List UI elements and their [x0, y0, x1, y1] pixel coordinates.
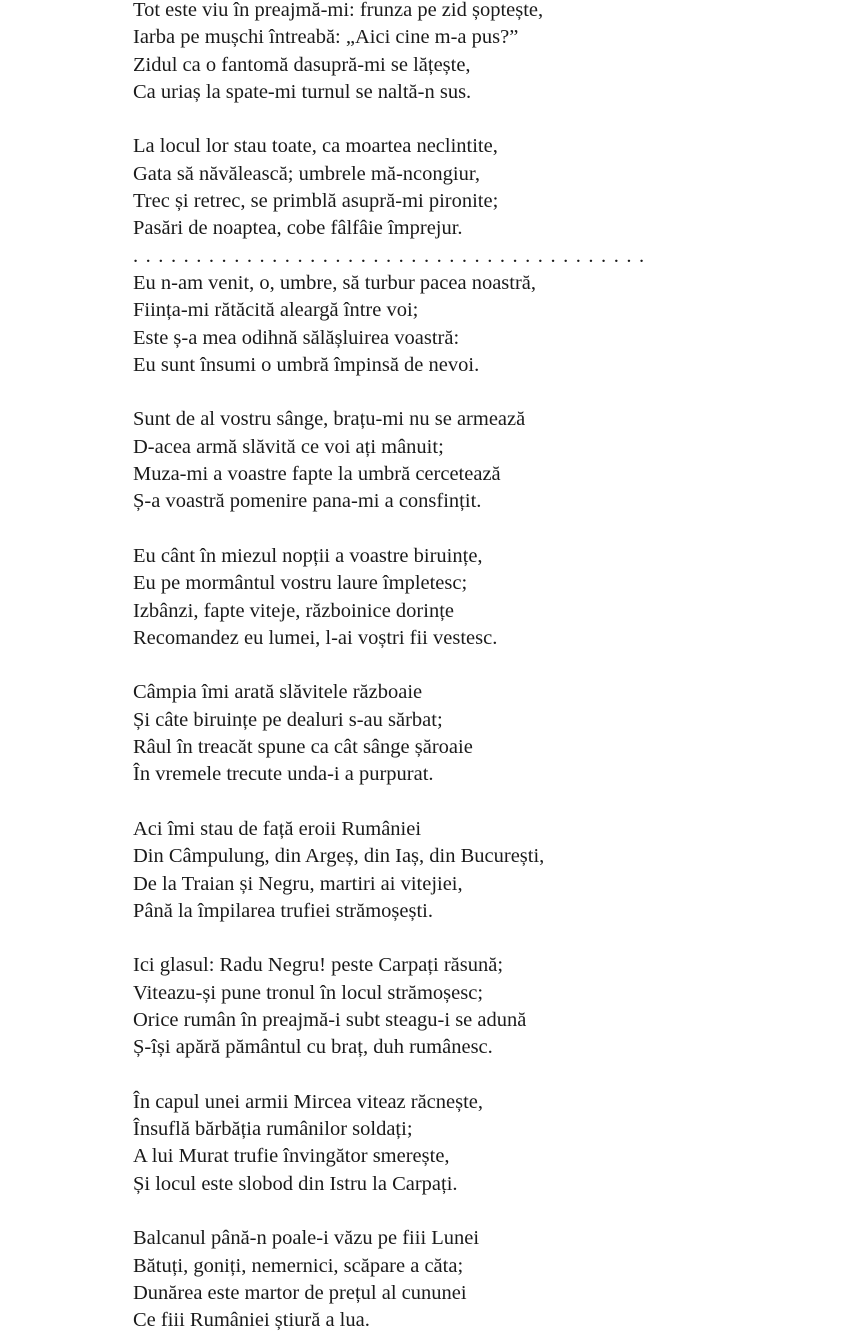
verse-line: Până la împilarea trufiei strămoșești.	[133, 899, 434, 922]
verse-line: Eu n-am venit, o, umbre, să turbur pacea noastră,	[133, 271, 537, 294]
verse-line: Râul în treacăt spune ca cât sânge șăroaie	[133, 736, 473, 759]
verse-line: Dunărea este martor de prețul al cununei	[133, 1281, 467, 1304]
verse-line: Eu cânt în miezul nopții a voastre biruințe,	[133, 544, 483, 567]
verse-line: La locul lor stau toate, ca moartea neclintite,	[133, 135, 498, 158]
verse-line: Și locul este slobod din Istru la Carpați.	[133, 1172, 458, 1195]
verse-line: Zidul ca o fantomă dasupră-mi se lățește,	[133, 53, 471, 76]
verse-line: Izbânzi, fapte viteje, războinice dorințe	[133, 599, 455, 622]
verse-line: Tot este viu în preajmă-mi: frunza pe zid șoptește,	[133, 0, 544, 21]
verse-line: Aci îmi stau de față eroii Rumâniei	[133, 817, 422, 840]
verse-line: Sunt de al vostru sânge, brațu-mi nu se armează	[133, 408, 526, 431]
stanza-5	[133, 543, 833, 652]
verse-line: Viteazu-și pune tronul în locul strămoșesc;	[133, 981, 484, 1004]
poem-page	[133, 0, 833, 1335]
verse-line: În capul unei armii Mircea viteaz răcnește,	[133, 1090, 484, 1113]
verse-line: Recomandez eu lumei, l-ai voștri fii vestesc.	[133, 626, 498, 649]
stanza-10	[133, 1225, 833, 1334]
verse-line: Este ș-a mea odihnă sălășluirea voastră:	[133, 326, 460, 349]
stanza-2	[133, 133, 833, 242]
stanza-9	[133, 1089, 833, 1198]
verse-line: Ce fiii Rumâniei știură a lua.	[133, 1309, 370, 1332]
verse-line: Ființa-mi rătăcită aleargă între voi;	[133, 299, 419, 322]
stanza-7	[133, 816, 833, 925]
verse-line: Iarba pe mușchi întreabă: „Aici cine m-a pus?”	[133, 26, 519, 49]
verse-line: Ca uriaș la spate-mi turnul se naltă-n sus.	[133, 80, 472, 103]
verse-line: Ș-a voastră pomenire pana-mi a consfințit.	[133, 490, 482, 513]
verse-line: Din Câmpulung, din Argeș, din Iaș, din București,	[133, 845, 545, 868]
verse-line: Muza-mi a voastre fapte la umbră cercetează	[133, 463, 501, 486]
stanza-8	[133, 952, 833, 1061]
verse-line: Ici glasul: Radu Negru! peste Carpați răsună;	[133, 954, 504, 977]
ellipsis-separator: . . . . . . . . . . . . . . . . . . . . . . . . . . . . . . . . . . . . . . . . .	[133, 244, 646, 267]
verse-line: Câmpia îmi arată slăvitele războaie	[133, 681, 423, 704]
verse-line: Ș-își apără pământul cu braț, duh rumânesc.	[133, 1036, 493, 1059]
stanza-1	[133, 0, 833, 106]
verse-line: Însuflă bărbăția rumânilor soldați;	[133, 1118, 413, 1141]
verse-line: De la Traian și Negru, martiri ai vitejiei,	[133, 872, 463, 895]
verse-line: A lui Murat trufie învingător smerește,	[133, 1145, 450, 1168]
verse-line: Pasări de noaptea, cobe fâlfâie împrejur.	[133, 217, 463, 240]
verse-line: Eu pe mormântul vostru laure împletesc;	[133, 572, 468, 595]
verse-line: Orice rumân în preajmă-i subt steagu-i se adună	[133, 1008, 527, 1031]
verse-line: Eu sunt însumi o umbră împinsă de nevoi.	[133, 353, 480, 376]
verse-line: Bătuți, goniți, nemernici, scăpare a căta;	[133, 1254, 464, 1277]
verse-line: Balcanul până-n poale-i văzu pe fiii Lunei	[133, 1227, 480, 1250]
stanza-3	[133, 270, 833, 379]
verse-line: Trec și retrec, se primblă asupră-mi pironite;	[133, 190, 499, 213]
verse-line: D-acea armă slăvită ce voi ați mânuit;	[133, 435, 444, 458]
stanza-6	[133, 679, 833, 788]
verse-line: Și câte biruințe pe dealuri s-au sărbat;	[133, 708, 443, 731]
verse-line: În vremele trecute unda-i a purpurat.	[133, 763, 434, 786]
stanza-4	[133, 406, 833, 515]
verse-line: Gata să năvălească; umbrele mă-ncongiur,	[133, 162, 480, 185]
